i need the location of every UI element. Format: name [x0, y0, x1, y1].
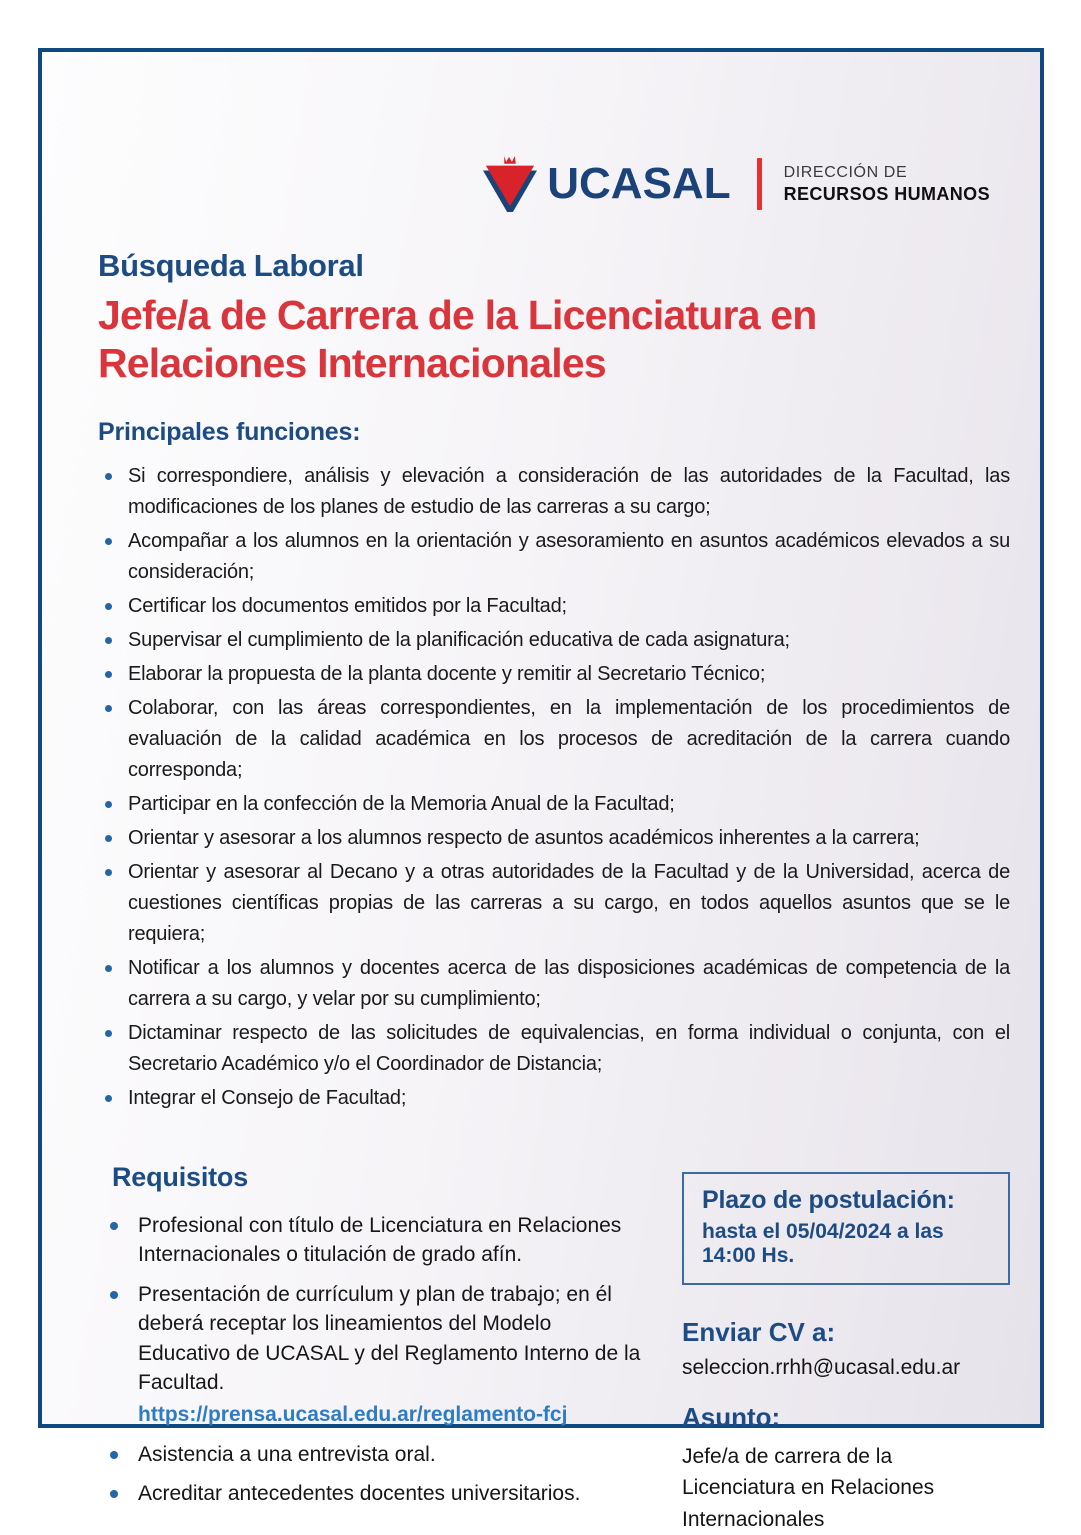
requirement-item: Asistencia a una entrevista oral. [98, 1440, 646, 1469]
functions-heading: Principales funciones: [98, 417, 361, 446]
requirements-heading: Requisitos [112, 1161, 249, 1192]
send-cv-label: Enviar CV a: [682, 1316, 836, 1347]
functions-list [98, 461, 1010, 1114]
kicker-title: Búsqueda Laboral [98, 248, 364, 283]
deadline-box [682, 1172, 1010, 1285]
subject-value: Jefe/a de carrera de la Licenciatura en Relaciones Internacionales [682, 1444, 935, 1531]
brand-wordmark: UCASAL [547, 159, 731, 208]
function-item: Colaborar, con las áreas correspondientes, en la implementación de los procedimientos de evaluación de la calidad académica en los procesos de acreditación de la carrera cuando corresponda; [98, 693, 1010, 786]
requirement-item: Profesional con título de Licenciatura en Relaciones Internacionales o titulación de grado afín. [98, 1211, 646, 1270]
requirement-text: Presentación de currículum y plan de trabajo; en él deberá receptar los lineamientos del Modelo Educativo de UCASAL y del Reglamento Interno de la Facultad. [138, 1282, 641, 1394]
function-item: Elaborar la propuesta de la planta docente y remitir al Secretario Técnico; [98, 659, 1010, 690]
requirement-item [98, 1280, 646, 1430]
function-item: Dictaminar respecto de las solicitudes de equivalencias, en forma individual o conjunta, con el Secretario Académico y/o el Coordinador de Distancia; [98, 1018, 1010, 1080]
ucasal-logo [483, 154, 730, 214]
deadline-label: Plazo de postulación: [702, 1185, 955, 1214]
function-item: Si correspondiere, análisis y elevación a consideración de las autoridades de la Facultad, las modificaciones de los planes de estudio de las carreras a su cargo; [98, 461, 1010, 523]
function-item: Certificar los documentos emitidos por la Facultad; [98, 591, 1010, 622]
application-section [682, 1162, 1010, 1535]
function-item: Acompañar a los alumnos en la orientación y asesoramiento en asuntos académicos elevados a su consideración; [98, 526, 1010, 588]
department-block [784, 163, 990, 206]
requirements-list [98, 1211, 646, 1509]
header [98, 154, 990, 214]
function-item: Orientar y asesorar al Decano y a otras autoridades de la Facultad y de la Universidad, acerca de cuestiones científicas propias de las carreras a su cargo, en todos aquellos asuntos que se le requiera; [98, 857, 1010, 950]
function-item: Integrar el Consejo de Facultad; [98, 1083, 1010, 1114]
function-item: Orientar y asesorar a los alumnos respecto de asuntos académicos inherentes a la carrera; [98, 823, 1010, 854]
subject-label: Asunto: [682, 1401, 781, 1432]
job-title: Jefe/a de Carrera de la Licenciatura en Relaciones Internacionales [98, 292, 817, 386]
department-line1: DIRECCIÓN DE [783, 163, 908, 181]
requirement-item: Acreditar antecedentes docentes universitarios. [98, 1479, 646, 1508]
department-line2: RECURSOS HUMANOS [783, 183, 990, 204]
function-item: Notificar a los alumnos y docentes acerca de las disposiciones académicas de competencia de la carrera a su cargo, y velar por su cumplimiento; [98, 953, 1010, 1015]
logo-divider [757, 158, 762, 210]
regulation-link[interactable]: https://prensa.ucasal.edu.ar/reglamento-fcj [138, 1403, 568, 1427]
deadline-value: hasta el 05/04/2024 a las 14:00 Hs. [702, 1219, 944, 1267]
ucasal-logo-icon [483, 154, 537, 214]
flyer-page [38, 48, 1044, 1531]
function-item: Participar en la confección de la Memoria Anual de la Facultad; [98, 789, 1010, 820]
function-item: Supervisar el cumplimiento de la planificación educativa de cada asignatura; [98, 625, 1010, 656]
requirements-section [98, 1162, 646, 1535]
cv-email: seleccion.rrhh@ucasal.edu.ar [682, 1355, 961, 1379]
